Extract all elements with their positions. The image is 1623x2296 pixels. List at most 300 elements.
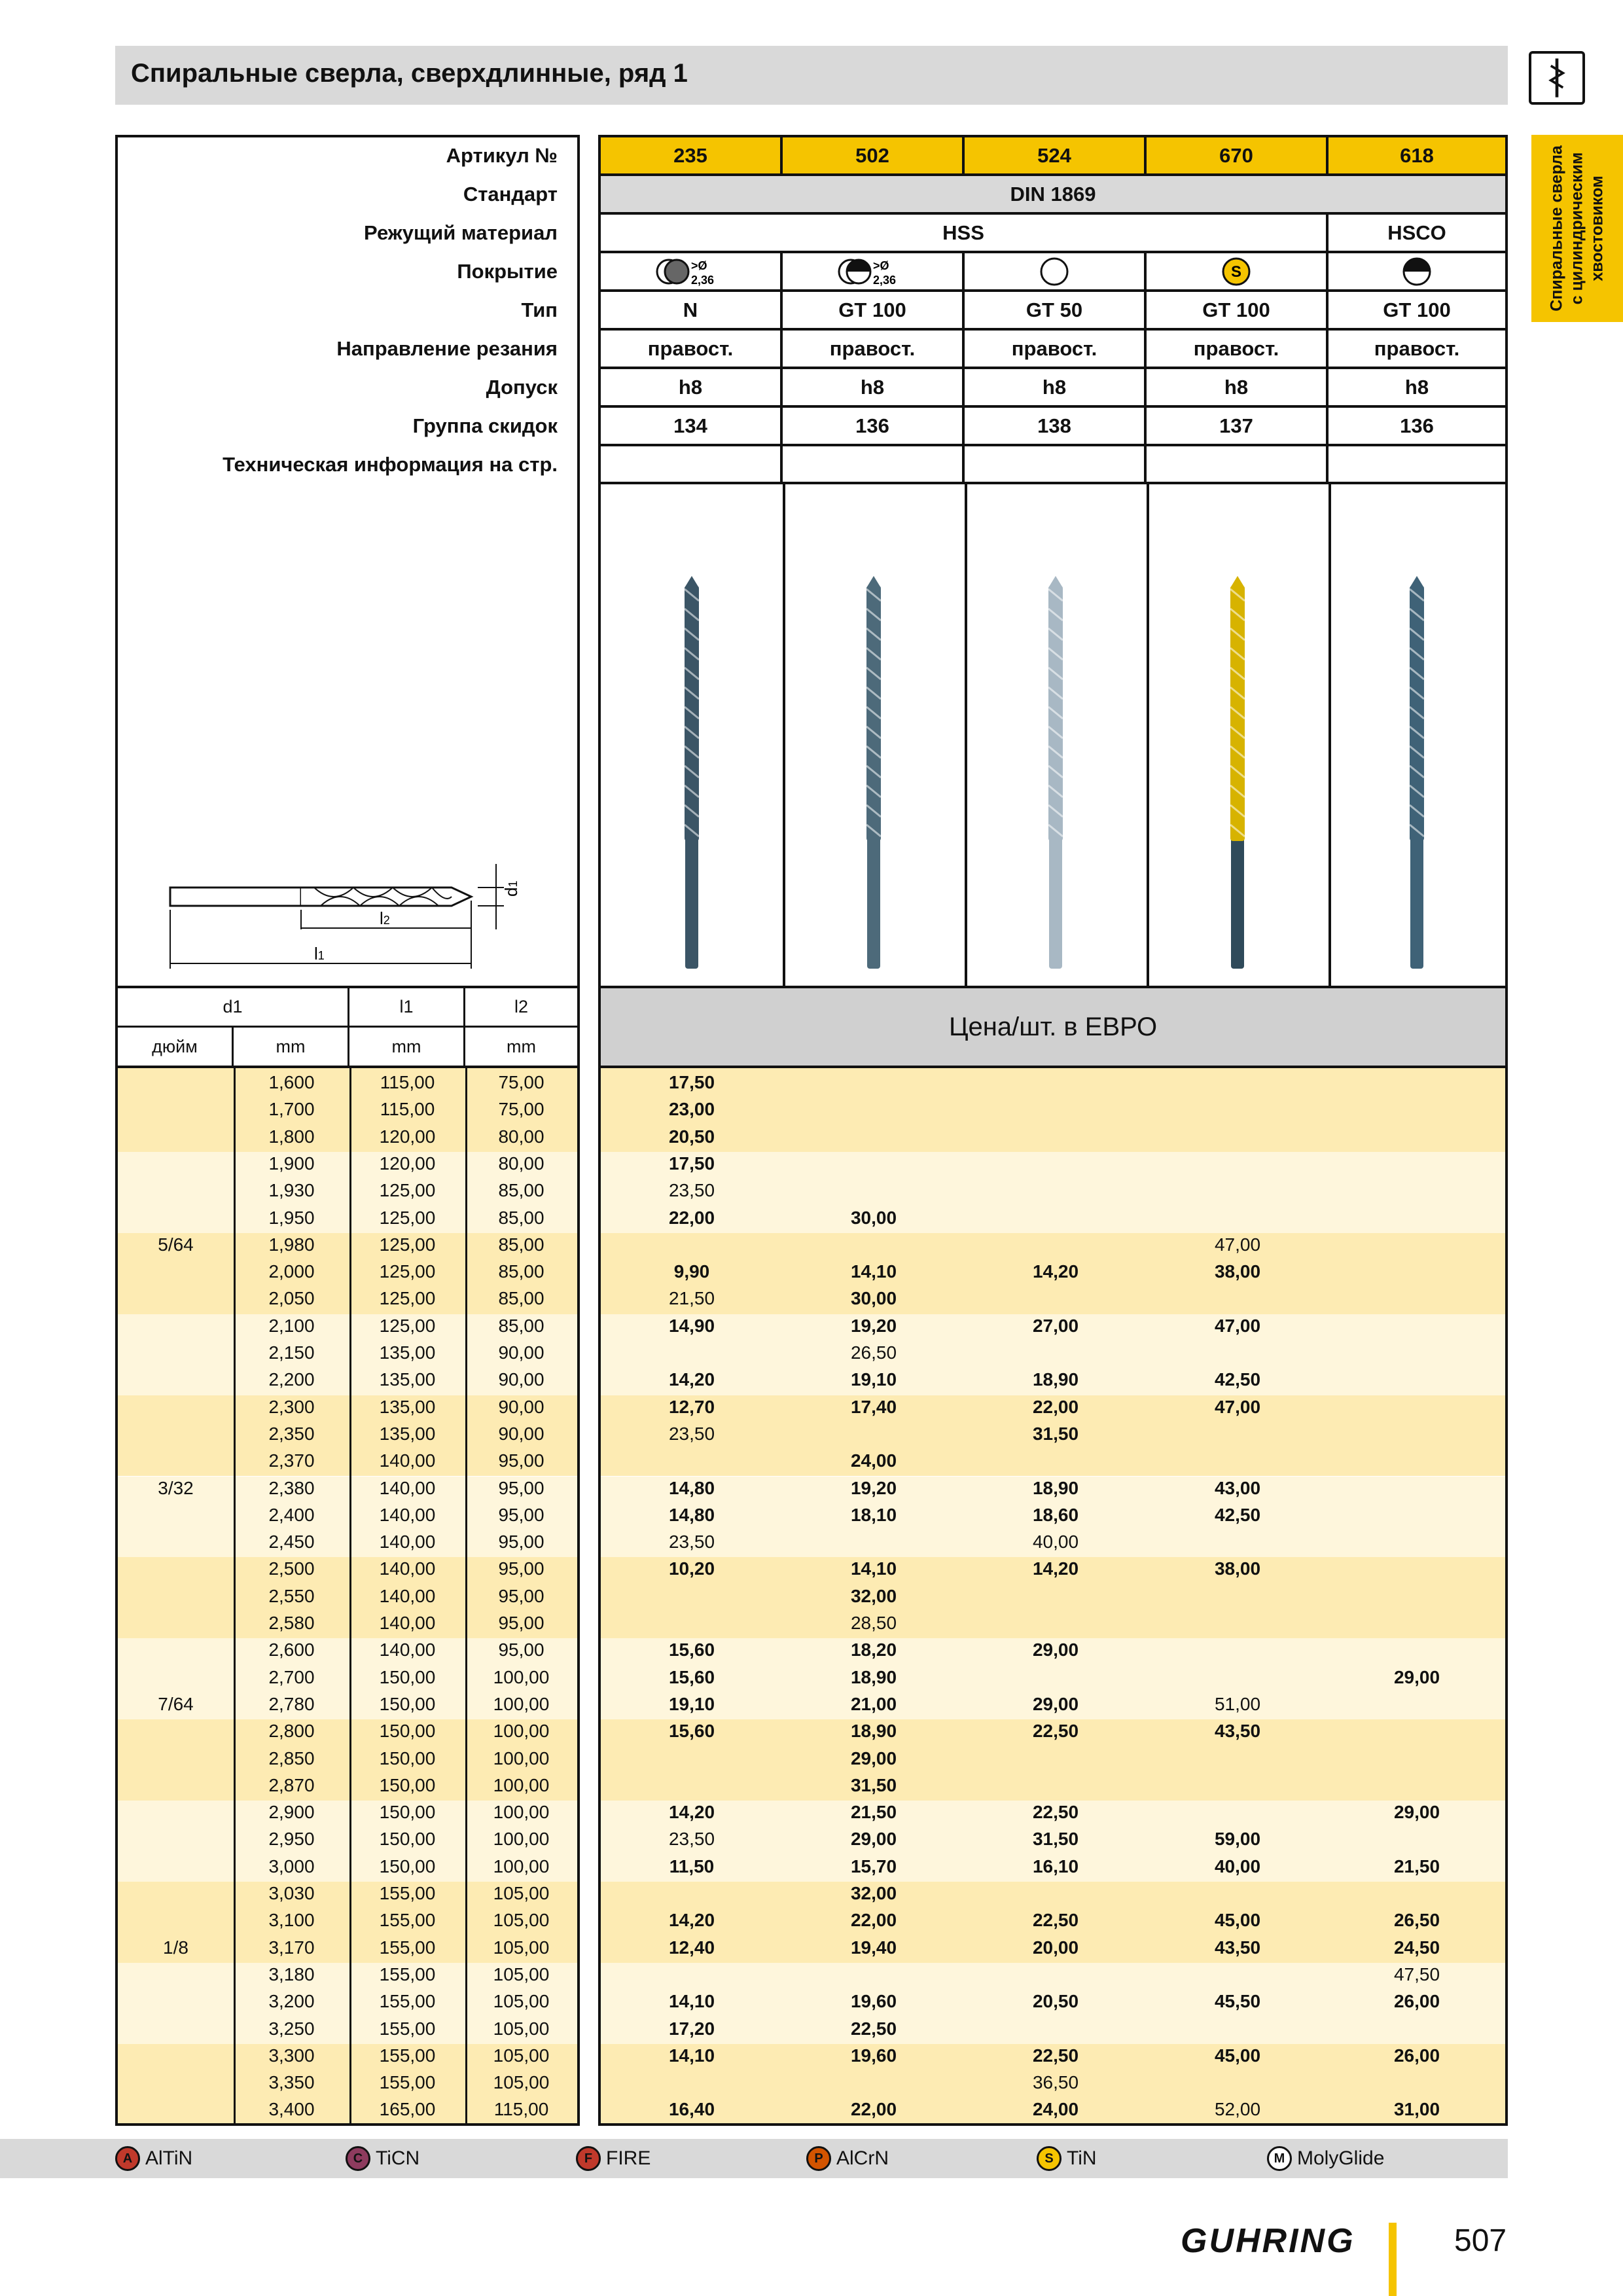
price-cell-502: 26,50 <box>850 1342 897 1363</box>
label-tech-info: Техническая информация на стр. <box>223 453 558 476</box>
dim-cell-d: 2,580 <box>268 1613 315 1633</box>
tolerance-235: h8 <box>601 369 783 408</box>
table-row <box>118 1585 577 1611</box>
dim-cell-l2: 100,00 <box>493 1802 550 1823</box>
dim-cell-l2: 100,00 <box>493 1856 550 1876</box>
dim-cell-d: 3,250 <box>268 2018 315 2039</box>
dim-cell-l1: 155,00 <box>379 1991 436 2012</box>
dim-cell-d: 2,850 <box>268 1748 315 1768</box>
dim-cell-l1: 135,00 <box>379 1423 436 1444</box>
material-hsco: HSCO <box>1329 215 1505 253</box>
table-row <box>118 1449 577 1476</box>
price-cell-235: 20,50 <box>668 1126 715 1147</box>
price-cell-235: 15,60 <box>668 1721 715 1742</box>
table-row <box>118 1990 577 2017</box>
dim-cell-l1: 125,00 <box>379 1261 436 1282</box>
dim-cell-d: 3,030 <box>268 1883 315 1903</box>
dim-cell-l2: 105,00 <box>493 1883 550 1903</box>
price-row <box>601 1638 1505 1665</box>
price-cell-524: 31,50 <box>1032 1423 1079 1444</box>
price-row <box>601 1585 1505 1611</box>
price-cell-502: 22,00 <box>850 1910 897 1931</box>
dim-cell-l2: 85,00 <box>498 1207 544 1228</box>
price-cell-235: 11,50 <box>669 1856 715 1876</box>
side-tab-line: с цилиндрическим <box>1567 152 1586 305</box>
dim-cell-l1: 120,00 <box>379 1126 436 1147</box>
dim-cell-l1: 140,00 <box>379 1504 436 1525</box>
drill-images-panel <box>598 484 1508 988</box>
price-cell-502: 19,60 <box>850 2045 897 2066</box>
price-cell-502: 30,00 <box>850 1207 897 1228</box>
dim-cell-d: 2,950 <box>268 1829 315 1850</box>
dim-cell-d: 2,700 <box>268 1666 315 1687</box>
price-cell-235: 19,10 <box>668 1693 715 1714</box>
price-cell-502: 29,00 <box>850 1829 897 1850</box>
discount-618: 136 <box>1329 408 1505 446</box>
price-cell-524: 14,20 <box>1032 1261 1079 1282</box>
dim-cell-inch: 3/32 <box>158 1477 194 1498</box>
table-row <box>118 1503 577 1530</box>
price-cell-502: 24,00 <box>850 1450 897 1471</box>
dim-cell-d: 2,870 <box>268 1774 315 1795</box>
price-cell-670: 40,00 <box>1214 1856 1261 1876</box>
table-row <box>118 1827 577 1854</box>
price-cell-235: 22,00 <box>668 1207 715 1228</box>
coating-alcrn-icon: P <box>806 2146 831 2171</box>
price-cell-235: 14,80 <box>668 1504 715 1525</box>
price-row <box>601 1666 1505 1693</box>
price-row <box>601 1557 1505 1584</box>
price-cell-524: 36,50 <box>1032 2072 1079 2093</box>
dim-cell-d: 2,550 <box>268 1585 315 1606</box>
table-row <box>118 1125 577 1152</box>
price-cell-524: 22,50 <box>1032 1802 1079 1823</box>
dim-cell-l2: 105,00 <box>493 1937 550 1958</box>
price-cell-524: 22,50 <box>1032 1721 1079 1742</box>
price-cell-524: 16,10 <box>1032 1856 1079 1876</box>
svg-text:>Ø: >Ø <box>691 259 707 272</box>
dim-cell-d: 2,000 <box>268 1261 315 1282</box>
col-d1-header: d1 <box>118 988 349 1028</box>
drill-image-670 <box>1230 576 1245 969</box>
svg-text:>Ø: >Ø <box>873 259 889 272</box>
dim-cell-l2: 85,00 <box>498 1315 544 1336</box>
dim-cell-l1: 150,00 <box>379 1802 436 1823</box>
page-title: Спиральные сверла, сверхдлинные, ряд 1 <box>131 59 688 88</box>
price-cell-235: 23,50 <box>668 1532 715 1552</box>
dim-cell-d: 1,600 <box>268 1072 315 1092</box>
table-row <box>118 1287 577 1314</box>
type-670: GT 100 <box>1147 292 1329 331</box>
type-618: GT 100 <box>1329 292 1505 331</box>
direction-618: правост. <box>1329 331 1505 369</box>
price-cell-502: 15,70 <box>850 1856 897 1876</box>
price-row <box>601 1882 1505 1909</box>
dim-cell-l2: 100,00 <box>493 1721 550 1742</box>
price-row <box>601 1233 1505 1260</box>
price-cell-235: 14,10 <box>668 2045 715 2066</box>
price-cell-618: 21,50 <box>1393 1856 1440 1876</box>
label-coating: Покрытие <box>457 260 558 283</box>
coating-half-icon <box>654 255 726 288</box>
dim-cell-d: 2,380 <box>268 1477 315 1498</box>
price-cell-670: 45,00 <box>1214 2045 1261 2066</box>
price-cell-524: 14,20 <box>1032 1558 1079 1579</box>
price-cell-618: 29,00 <box>1393 1666 1440 1687</box>
dim-cell-d: 2,150 <box>268 1342 315 1363</box>
dim-cell-d: 2,900 <box>268 1802 315 1823</box>
price-row <box>601 1260 1505 1287</box>
price-cell-235: 12,40 <box>668 1937 715 1958</box>
price-row <box>601 1990 1505 2017</box>
table-row <box>118 1774 577 1801</box>
price-cell-235: 14,80 <box>668 1477 715 1498</box>
price-cell-235: 14,20 <box>668 1802 715 1823</box>
coating-618 <box>1329 253 1505 292</box>
dim-cell-l1: 155,00 <box>379 2018 436 2039</box>
dim-cell-l2: 90,00 <box>498 1423 544 1444</box>
table-row <box>118 1233 577 1260</box>
dim-cell-l2: 95,00 <box>498 1558 544 1579</box>
tolerance-618: h8 <box>1329 369 1505 408</box>
legend-label: MolyGlide <box>1297 2147 1385 2169</box>
legend-label: AlCrN <box>836 2147 889 2169</box>
dim-cell-d: 2,200 <box>268 1369 315 1390</box>
legend-label: TiCN <box>376 2147 420 2169</box>
techinfo-670 <box>1147 446 1329 484</box>
coating-legend <box>0 2139 1508 2178</box>
price-cell-502: 28,50 <box>850 1613 897 1633</box>
price-cell-502: 18,90 <box>850 1666 897 1687</box>
coating-molyglide-icon: M <box>1267 2146 1292 2171</box>
price-cell-235: 15,60 <box>668 1666 715 1687</box>
col-mm-header: mm <box>507 1036 536 1056</box>
col-l2-header: l2 <box>465 988 577 1028</box>
dim-cell-inch: 1/8 <box>163 1937 188 1958</box>
col-mm-header: mm <box>349 1028 465 1066</box>
price-cell-235: 17,20 <box>668 2018 715 2039</box>
coating-steam-half-icon <box>1400 255 1433 288</box>
table-row <box>118 2017 577 2044</box>
table-row <box>118 1638 577 1665</box>
dim-cell-l1: 140,00 <box>379 1477 436 1498</box>
label-standard: Стандарт <box>463 183 558 206</box>
legend-label: TiN <box>1067 2147 1097 2169</box>
techinfo-235 <box>601 446 783 484</box>
price-cell-524: 22,00 <box>1032 1396 1079 1417</box>
table-row <box>118 1098 577 1124</box>
table-row <box>118 1422 577 1449</box>
dim-cell-l1: 150,00 <box>379 1748 436 1768</box>
price-cell-235: 14,90 <box>668 1315 715 1336</box>
price-row <box>601 1449 1505 1476</box>
dim-cell-l1: 155,00 <box>379 1910 436 1931</box>
price-cell-524: 31,50 <box>1032 1829 1079 1850</box>
table-row <box>118 1719 577 1746</box>
type-235: N <box>601 292 783 331</box>
price-cell-235: 9,90 <box>673 1261 710 1282</box>
dim-cell-l2: 105,00 <box>493 1910 550 1931</box>
label-direction: Направление резания <box>336 337 558 360</box>
price-row <box>601 1098 1505 1124</box>
dim-cell-l1: 140,00 <box>379 1532 436 1552</box>
coating-altin-icon: A <box>115 2146 140 2171</box>
price-cell-502: 32,00 <box>850 1883 897 1903</box>
drill-image-502 <box>866 576 881 969</box>
dim-cell-l1: 115,00 <box>380 1099 435 1120</box>
price-row <box>601 1125 1505 1152</box>
dim-cell-d: 3,170 <box>268 1937 315 1958</box>
price-data-table <box>598 1068 1508 2126</box>
dim-cell-l1: 150,00 <box>379 1721 436 1742</box>
dim-cell-d: 2,050 <box>268 1288 315 1309</box>
price-row <box>601 2098 1505 2125</box>
price-row <box>601 1395 1505 1422</box>
dim-cell-d: 2,370 <box>268 1450 315 1471</box>
price-cell-618: 29,00 <box>1393 1802 1440 1823</box>
side-tab-line: хвостовиком <box>1588 175 1607 281</box>
price-cell-502: 18,20 <box>850 1640 897 1660</box>
price-row <box>601 1314 1505 1341</box>
price-cell-502: 18,10 <box>850 1504 897 1525</box>
coating-524 <box>965 253 1147 292</box>
dim-cell-l2: 75,00 <box>498 1099 544 1120</box>
label-article: Артикул № <box>446 144 558 167</box>
price-row <box>601 1936 1505 1963</box>
table-row <box>118 1855 577 1882</box>
price-cell-524: 29,00 <box>1032 1640 1079 1660</box>
dim-cell-l1: 150,00 <box>379 1666 436 1687</box>
dim-cell-d: 2,450 <box>268 1532 315 1552</box>
coating-235 <box>601 253 783 292</box>
article-502: 502 <box>783 137 965 176</box>
tolerance-502: h8 <box>783 369 965 408</box>
dim-cell-d: 2,800 <box>268 1721 315 1742</box>
price-cell-524: 18,90 <box>1032 1477 1079 1498</box>
price-cell-235: 14,10 <box>668 1991 715 2012</box>
direction-670: правост. <box>1147 331 1329 369</box>
price-cell-524: 18,90 <box>1032 1369 1079 1390</box>
price-cell-235: 10,20 <box>668 1558 715 1579</box>
dim-cell-l1: 125,00 <box>379 1288 436 1309</box>
price-cell-235: 23,50 <box>668 1829 715 1850</box>
dim-cell-l2: 105,00 <box>493 2045 550 2066</box>
table-row <box>118 1206 577 1233</box>
dim-cell-l2: 80,00 <box>498 1126 544 1147</box>
price-cell-502: 14,10 <box>850 1261 897 1282</box>
dim-cell-l1: 155,00 <box>379 1964 436 1984</box>
dim-cell-l2: 105,00 <box>493 2018 550 2039</box>
price-cell-235: 12,70 <box>668 1396 715 1417</box>
article-670: 670 <box>1147 137 1329 176</box>
price-cell-618: 26,50 <box>1393 1910 1440 1931</box>
price-cell-618: 26,00 <box>1393 2045 1440 2066</box>
direction-502: правост. <box>783 331 965 369</box>
drill-image-618 <box>1410 576 1424 969</box>
dim-cell-l2: 95,00 <box>498 1585 544 1606</box>
legend-item <box>1037 2139 1097 2178</box>
table-row <box>118 1909 577 1935</box>
label-l1-text: l1 <box>314 944 325 963</box>
dim-cell-l1: 135,00 <box>379 1369 436 1390</box>
price-cell-235: 23,00 <box>668 1099 715 1120</box>
material-hss: HSS <box>601 215 1329 253</box>
dim-cell-l1: 155,00 <box>379 2072 436 2093</box>
price-row <box>601 1827 1505 1854</box>
table-row <box>118 1801 577 1827</box>
article-header-grid <box>598 135 1508 484</box>
price-cell-524: 20,50 <box>1032 1991 1079 2012</box>
price-cell-618: 24,50 <box>1393 1937 1440 1958</box>
label-type: Тип <box>521 298 558 321</box>
price-cell-618: 47,50 <box>1393 1964 1440 1984</box>
label-tolerance: Допуск <box>486 376 558 399</box>
table-row <box>118 1341 577 1368</box>
svg-text:2,36: 2,36 <box>873 273 897 287</box>
dim-cell-d: 1,800 <box>268 1126 315 1147</box>
dim-cell-l1: 140,00 <box>379 1640 436 1660</box>
coating-fire-icon: F <box>576 2146 601 2171</box>
label-discount: Группа скидок <box>412 414 558 437</box>
price-cell-670: 52,00 <box>1214 2099 1261 2120</box>
dim-cell-l1: 155,00 <box>379 2045 436 2066</box>
table-row <box>118 1557 577 1584</box>
page-number: 507 <box>1454 2223 1507 2258</box>
dim-cell-l2: 95,00 <box>498 1477 544 1498</box>
dim-cell-d: 2,500 <box>268 1558 315 1579</box>
price-cell-502: 19,20 <box>850 1477 897 1498</box>
price-cell-670: 51,00 <box>1214 1693 1261 1714</box>
dim-cell-inch: 7/64 <box>158 1693 194 1714</box>
dim-cell-l1: 120,00 <box>379 1153 436 1174</box>
property-labels-box <box>115 135 580 988</box>
table-row <box>118 1530 577 1557</box>
price-cell-502: 22,50 <box>850 2018 897 2039</box>
price-cell-524: 27,00 <box>1032 1315 1079 1336</box>
dim-cell-l1: 140,00 <box>379 1558 436 1579</box>
price-header: Цена/шт. в ЕВРО <box>598 988 1508 1068</box>
label-d1-text: d1 <box>501 880 521 897</box>
drill-image-524 <box>1048 576 1063 969</box>
dim-cell-l2: 95,00 <box>498 1613 544 1633</box>
dim-cell-l2: 95,00 <box>498 1504 544 1525</box>
table-row <box>118 1666 577 1693</box>
price-cell-235: 15,60 <box>668 1640 715 1660</box>
footer-accent-bar <box>1389 2223 1397 2296</box>
table-row <box>118 1963 577 1990</box>
price-row <box>601 2071 1505 2098</box>
price-cell-502: 30,00 <box>850 1288 897 1309</box>
title-bar <box>115 46 1508 105</box>
price-row <box>601 1179 1505 1206</box>
table-row <box>118 1936 577 1963</box>
price-row <box>601 1368 1505 1395</box>
legend-item <box>115 2139 192 2178</box>
table-row <box>118 1882 577 1909</box>
dim-cell-l1: 150,00 <box>379 1856 436 1876</box>
price-cell-502: 31,50 <box>850 1774 897 1795</box>
coating-ticn-icon: C <box>346 2146 370 2171</box>
dim-cell-d: 2,300 <box>268 1396 315 1417</box>
article-524: 524 <box>965 137 1147 176</box>
tolerance-670: h8 <box>1147 369 1329 408</box>
price-cell-235: 23,50 <box>668 1180 715 1201</box>
table-row <box>118 1747 577 1774</box>
table-row <box>118 1071 577 1098</box>
article-235: 235 <box>601 137 783 176</box>
price-row <box>601 1206 1505 1233</box>
dim-cell-d: 2,600 <box>268 1640 315 1660</box>
dim-cell-inch: 5/64 <box>158 1234 194 1255</box>
price-cell-502: 17,40 <box>850 1396 897 1417</box>
table-row <box>118 1152 577 1179</box>
label-material: Режущий материал <box>364 221 558 244</box>
dim-cell-l1: 150,00 <box>379 1693 436 1714</box>
dim-cell-l2: 90,00 <box>498 1342 544 1363</box>
article-618: 618 <box>1329 137 1505 176</box>
price-cell-524: 20,00 <box>1032 1937 1079 1958</box>
price-cell-670: 42,50 <box>1214 1369 1261 1390</box>
price-row <box>601 1774 1505 1801</box>
price-cell-502: 19,60 <box>850 1991 897 2012</box>
dim-cell-d: 3,400 <box>268 2099 315 2120</box>
legend-item <box>576 2139 651 2178</box>
dim-cell-d: 3,350 <box>268 2072 315 2093</box>
dim-cell-l1: 135,00 <box>379 1342 436 1363</box>
techinfo-524 <box>965 446 1147 484</box>
dim-cell-l1: 140,00 <box>379 1585 436 1606</box>
price-row <box>601 1963 1505 1990</box>
table-row <box>118 1611 577 1638</box>
dim-cell-l2: 85,00 <box>498 1261 544 1282</box>
dim-cell-d: 1,900 <box>268 1153 315 1174</box>
coating-tin-icon <box>1220 255 1253 288</box>
price-cell-235: 16,40 <box>668 2099 715 2120</box>
coating-steam-icon <box>836 255 908 288</box>
price-cell-235: 23,50 <box>668 1423 715 1444</box>
dim-cell-l1: 125,00 <box>379 1180 436 1201</box>
dim-cell-l2: 95,00 <box>498 1640 544 1660</box>
table-row <box>118 1314 577 1341</box>
dim-cell-l2: 85,00 <box>498 1288 544 1309</box>
drill-image-235 <box>685 576 699 969</box>
svg-text:2,36: 2,36 <box>691 273 715 287</box>
price-cell-502: 18,90 <box>850 1721 897 1742</box>
dim-cell-d: 3,180 <box>268 1964 315 1984</box>
price-cell-235: 14,20 <box>668 1369 715 1390</box>
dim-cell-l2: 105,00 <box>493 2072 550 2093</box>
coating-670 <box>1147 253 1329 292</box>
tolerance-524: h8 <box>965 369 1147 408</box>
legend-item <box>1267 2139 1384 2178</box>
dimension-data-table <box>115 1068 580 2126</box>
price-row <box>601 1719 1505 1746</box>
dim-cell-l2: 100,00 <box>493 1774 550 1795</box>
table-row <box>118 2044 577 2071</box>
dim-cell-d: 2,350 <box>268 1423 315 1444</box>
dim-cell-l2: 90,00 <box>498 1396 544 1417</box>
price-cell-670: 45,50 <box>1214 1991 1261 2012</box>
price-cell-502: 22,00 <box>850 2099 897 2120</box>
col-mm-header: mm <box>234 1028 349 1066</box>
type-524: GT 50 <box>965 292 1147 331</box>
drill-illustrations <box>601 484 1505 988</box>
table-row <box>118 1477 577 1503</box>
table-row <box>118 1179 577 1206</box>
dim-cell-l1: 140,00 <box>379 1613 436 1633</box>
dim-cell-l1: 125,00 <box>379 1207 436 1228</box>
price-cell-235: 17,50 <box>668 1153 715 1174</box>
